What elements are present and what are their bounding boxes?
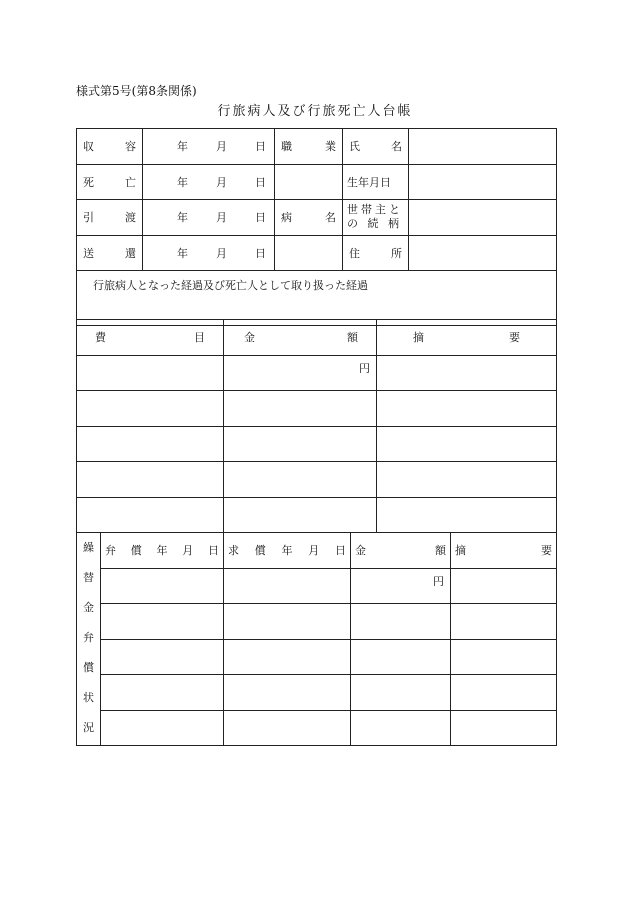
cell-value-relationship[interactable] — [409, 200, 557, 236]
claim-date-cell[interactable] — [224, 568, 351, 604]
expense-item-cell[interactable] — [77, 426, 224, 462]
cell-date-handover[interactable]: 年 月 日 — [143, 200, 275, 236]
advance-amount-cell[interactable] — [351, 604, 451, 640]
cell-date-return[interactable]: 年 月 日 — [143, 235, 275, 271]
claim-date-cell[interactable] — [224, 675, 351, 711]
cell-value-address[interactable] — [409, 235, 557, 271]
advance-remarks-cell[interactable] — [451, 710, 557, 746]
claim-date-cell[interactable] — [224, 604, 351, 640]
amount-cell[interactable] — [224, 355, 377, 391]
remarks-cell[interactable] — [377, 462, 557, 498]
advance-repayment-table — [76, 532, 557, 746]
table-row — [77, 568, 557, 604]
repayment-date-cell[interactable] — [101, 639, 224, 675]
advance-amount-cell[interactable] — [351, 675, 451, 711]
cell-label-return: 送 還 — [77, 235, 143, 271]
cell-label-address: 住 所 — [343, 235, 409, 271]
claim-date-cell[interactable] — [224, 639, 351, 675]
table-row — [77, 200, 557, 236]
cell-date-death[interactable]: 年 月 日 — [143, 164, 275, 200]
cell-label-handover: 引 渡 — [77, 200, 143, 236]
cell-value-disease[interactable] — [275, 235, 343, 271]
remarks-cell[interactable] — [377, 426, 557, 462]
table-row — [77, 639, 557, 675]
document-title: 行旅病人及び行旅死亡人台帳 — [217, 104, 413, 119]
table-row — [77, 235, 557, 271]
expense-item-cell[interactable] — [77, 462, 224, 498]
cell-label-occupation: 職 業 — [275, 129, 343, 165]
header-advance-amount: 金 額 — [351, 533, 451, 569]
narrative-label: 行旅病人となった経過及び死亡人として取り扱った経過 — [93, 279, 368, 292]
table-row — [77, 391, 557, 427]
advance-remarks-cell[interactable] — [451, 568, 557, 604]
table-row — [77, 129, 557, 165]
claim-date-cell[interactable] — [224, 710, 351, 746]
table-row — [77, 497, 557, 533]
cell-label-name: 氏 名 — [343, 129, 409, 165]
table-header-row — [77, 533, 557, 569]
cell-value-birthdate[interactable] — [409, 164, 557, 200]
repayment-date-cell[interactable] — [101, 710, 224, 746]
narrative-cell[interactable] — [77, 271, 557, 326]
cell-date-admission[interactable]: 年 月 日 — [143, 129, 275, 165]
repayment-date-cell[interactable] — [101, 568, 224, 604]
table-row — [77, 271, 557, 326]
advance-remarks-cell[interactable] — [451, 604, 557, 640]
table-row — [77, 604, 557, 640]
table-row — [77, 355, 557, 391]
table-row — [77, 710, 557, 746]
amount-cell[interactable] — [224, 391, 377, 427]
amount-cell[interactable] — [224, 426, 377, 462]
header-claim-date: 求 償 年 月 日 — [224, 533, 351, 569]
repayment-date-cell[interactable] — [101, 675, 224, 711]
advance-remarks-cell[interactable] — [451, 675, 557, 711]
table-header-row — [77, 320, 557, 356]
remarks-cell[interactable] — [377, 497, 557, 533]
advance-remarks-cell[interactable] — [451, 639, 557, 675]
cell-label-death: 死 亡 — [77, 164, 143, 200]
advance-amount-cell[interactable] — [351, 568, 451, 604]
cell-value-occupation[interactable] — [275, 164, 343, 200]
table-row — [77, 675, 557, 711]
remarks-cell[interactable] — [377, 391, 557, 427]
expense-item-cell[interactable] — [77, 355, 224, 391]
yen-unit: 円 — [359, 361, 370, 375]
registry-info-table — [76, 128, 557, 326]
amount-cell[interactable] — [224, 497, 377, 533]
yen-unit: 円 — [433, 574, 444, 588]
remarks-cell[interactable] — [377, 355, 557, 391]
table-row — [77, 426, 557, 462]
expense-table — [76, 319, 557, 533]
header-expense-item: 費 目 — [77, 320, 224, 356]
expense-item-cell[interactable] — [77, 391, 224, 427]
header-repayment-date: 弁 償 年 月 日 — [101, 533, 224, 569]
header-remarks: 摘 要 — [377, 320, 557, 356]
amount-cell[interactable] — [224, 462, 377, 498]
advance-status-label: 繰 替 金 弁 償 状 況 — [77, 533, 101, 746]
form-number: 様式第5号(第8条関係) — [76, 84, 197, 98]
cell-label-admission: 収 容 — [77, 129, 143, 165]
header-amount: 金 額 — [224, 320, 377, 356]
table-row — [77, 462, 557, 498]
cell-label-disease: 病 名 — [275, 200, 343, 236]
table-row — [77, 164, 557, 200]
expense-item-cell[interactable] — [77, 497, 224, 533]
header-advance-remarks: 摘 要 — [451, 533, 557, 569]
cell-value-name[interactable] — [409, 129, 557, 165]
advance-amount-cell[interactable] — [351, 710, 451, 746]
advance-amount-cell[interactable] — [351, 639, 451, 675]
cell-label-birthdate: 生年月日 — [343, 164, 409, 200]
cell-label-relationship: 世帯主と の 続 柄 — [343, 200, 409, 236]
repayment-date-cell[interactable] — [101, 604, 224, 640]
